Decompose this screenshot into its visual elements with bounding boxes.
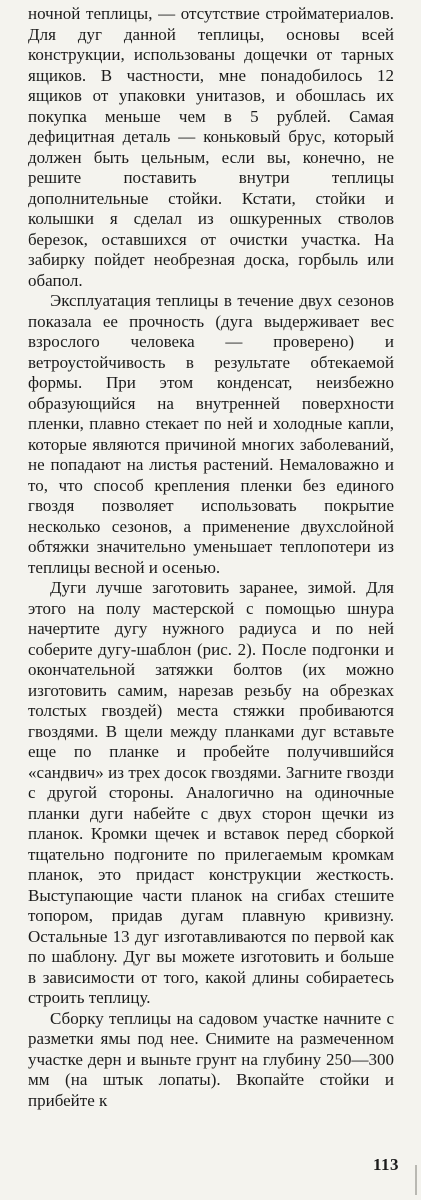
- paragraph-1: ночной теплицы, — отсутствие стройматериалов. Для дуг данной теплицы, основы всей конструкции, использованы дощечки от тарных ящиков. В частности, мне понадобилось 12 ящиков от упаковки унитазов, и обошлась их покупка меньше чем в 5 рублей. Самая дефицитная деталь — коньковый брус, который должен быть цельным, если вы, конечно, не решите поставить внутри теплицы дополнительные стойки. Кстати, стойки и колышки я сделал из ошкуренных стволов березок, оставшихся от очистки участка. На забирку пойдет необрезная доска, горбыль или обапол.: [28, 4, 394, 290]
- page-number: 113: [372, 1155, 399, 1174]
- page-fold-mark: [415, 1165, 417, 1195]
- paragraph-4: Сборку теплицы на садовом участке начните с разметки ямы под нее. Снимите на размеченном участке дерн и выньте грунт на глубину 250—300 мм (на штык лопаты). Вкопайте стойки и прибейте к: [28, 1008, 394, 1110]
- text-column: [28, 4, 394, 1154]
- paragraph-3: Дуги лучше заготовить заранее, зимой. Для этого на полу мастерской с помощью шнура начертите дугу нужного радиуса и по ней соберите дугу-шаблон (рис. 2). После подгонки и окончательной затяжки болтов (их можно изготовить самим, нарезав резьбу на обрезках толстых гвоздей) места стяжки пробиваются гвоздями. В щели между планками дуг вставьте еще по планке и пробейте получившийся «сандвич» из трех досок гвоздями. Загните гвозди с другой стороны. Аналогично на одиночные планки дуги набейте с двух сторон щечки из планок. Кромки щечек и вставок перед сборкой тщательно подгоните по прилегаемым кромкам планок, это придаст конструкции жесткость. Выступающие части планок на сгибах стешите топором, придав дугам плавную кривизну. Остальные 13 дуг изготавливаются по первой как по шаблону. Дуг вы можете изготовить и больше в зависимости от того, какой длины собираетесь строить теплицу.: [28, 578, 394, 1007]
- paragraph-2: Эксплуатация теплицы в течение двух сезонов показала ее прочность (дуга выдерживает вес взрослого человека — проверено) и ветроустойчивость в результате обтекаемой формы. При этом конденсат, неизбежно образующийся на внутренней поверхности пленки, плавно стекает по ней и холодные капли, которые являются причиной многих заболеваний, не попадают на листья растений. Немаловажно и то, что способ крепления пленки без единого гвоздя позволяет использовать покрытие несколько сезонов, а применение двухслойной обтяжки значительно уменьшает теплопотери из теплицы весной и осенью.: [28, 291, 394, 577]
